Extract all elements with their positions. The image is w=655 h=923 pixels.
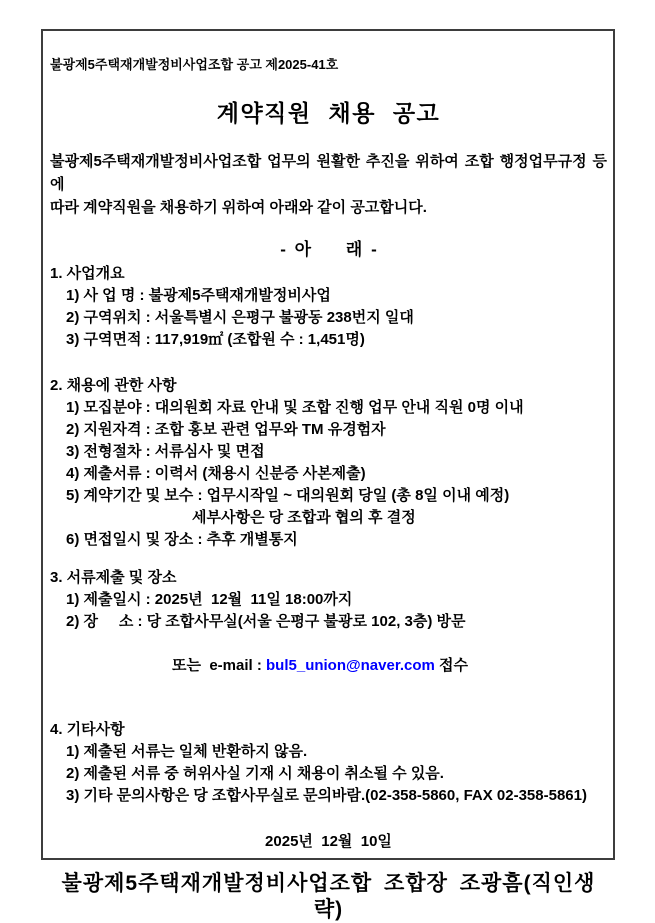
- section-heading: 2. 채용에 관한 사항: [50, 377, 177, 394]
- list-item: 1) 제출된 서류는 일체 반환하지 않음.: [66, 743, 308, 760]
- list-item: 2) 장 소 : 당 조합사무실(서울 은평구 불광로 102, 3층) 방문: [66, 613, 466, 630]
- section-submission: [50, 567, 607, 699]
- section-business-overview: [50, 263, 607, 351]
- email-suffix: 접수: [434, 657, 469, 674]
- list-item: 1) 모집분야 : 대의원회 자료 안내 및 조합 진행 업무 안내 직원 0명 이내: [66, 399, 524, 416]
- intro-line-1: 불광제5주택재개발정비사업조합 업무의 원활한 추진을 위하여 조합 행정업무규정 등에: [50, 153, 607, 193]
- email-line: [147, 633, 607, 699]
- list-item: 2) 구역위치 : 서울특별시 은평구 불광동 238번지 일대: [66, 309, 414, 326]
- doc-number: 불광제5주택재개발정비사업조합 공고 제2025-41호: [50, 57, 339, 72]
- section-heading: 4. 기타사항: [50, 721, 125, 738]
- email-prefix: 또는 e-mail :: [172, 657, 267, 674]
- signature-line: 불광제5주택재개발정비사업조합 조합장 조광흠(직인생략): [61, 872, 596, 921]
- list-item: 1) 제출일시 : 2025년 12월 11일 18:00까지: [66, 591, 353, 608]
- page-title: 계약직원 채용 공고: [216, 100, 441, 126]
- section-hiring-details: [50, 375, 607, 551]
- email-link[interactable]: bul5_union@naver.com: [266, 657, 435, 674]
- section-other: [50, 719, 607, 807]
- list-item-continuation: 세부사항은 당 조합과 협의 후 결정: [192, 509, 416, 526]
- list-item: 2) 지원자격 : 조합 홍보 관련 업무와 TM 유경험자: [66, 421, 386, 438]
- list-item: 3) 구역면적 : 117,919㎡ (조합원 수 : 1,451명): [66, 331, 365, 348]
- intro-paragraph: [50, 150, 607, 219]
- intro-line-2: 따라 계약직원을 채용하기 위하여 아래와 같이 공고합니다.: [50, 199, 427, 216]
- notice-document: [41, 29, 615, 921]
- list-item: 4) 제출서류 : 이력서 (채용시 신분증 사본제출): [66, 465, 366, 482]
- list-item: 3) 전형절차 : 서류심사 및 면접: [66, 443, 265, 460]
- section-heading: 1. 사업개요: [50, 265, 125, 282]
- list-item: 2) 제출된 서류 중 허위사실 기재 시 채용이 취소될 수 있음.: [66, 765, 444, 782]
- section-heading: 3. 서류제출 및 장소: [50, 569, 177, 586]
- list-item: 1) 사 업 명 : 불광제5주택재개발정비사업: [66, 287, 331, 304]
- list-item: 6) 면접일시 및 장소 : 추후 개별통지: [66, 531, 298, 548]
- notice-date: 2025년 12월 10일: [265, 833, 392, 850]
- list-item: 3) 기타 문의사항은 당 조합사무실로 문의바람.(02-358-5860, FAX 02-358-5861): [66, 787, 587, 804]
- below-divider: - 아 래 -: [280, 240, 377, 259]
- list-item: 5) 계약기간 및 보수 : 업무시작일 ~ 대의원회 당일 (총 8일 이내 예정): [66, 487, 510, 504]
